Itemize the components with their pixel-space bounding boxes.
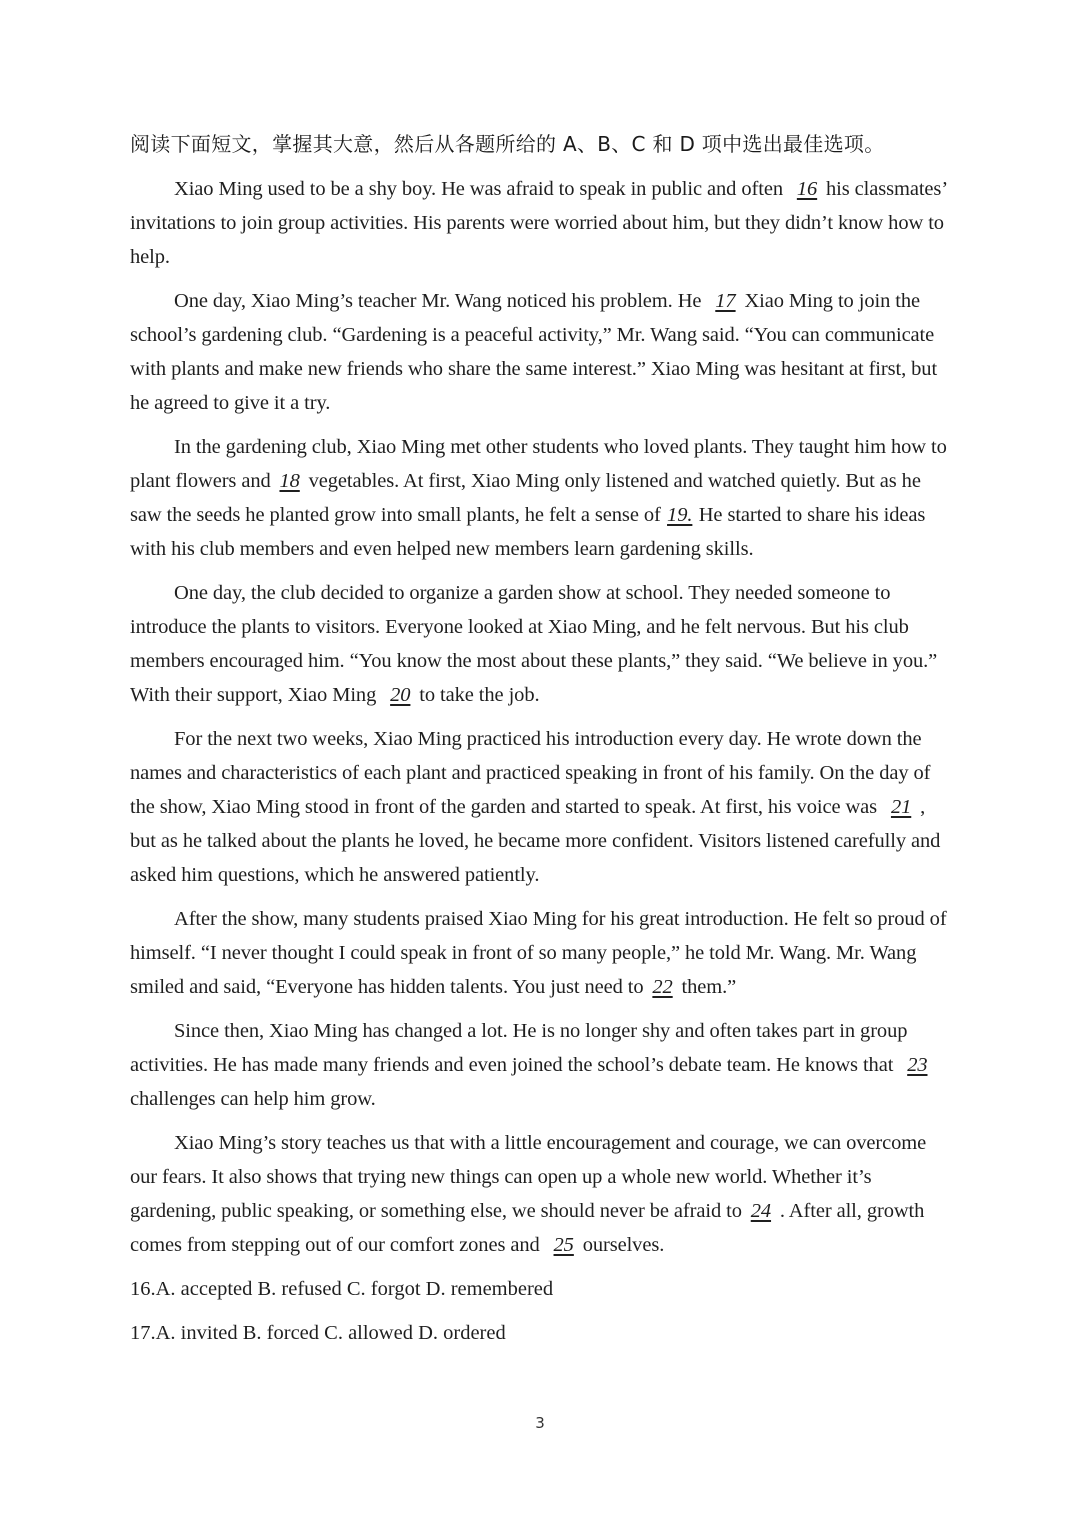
blank-23: 23 [907, 1054, 928, 1076]
text-segment: ourselves. [582, 1234, 665, 1256]
instruction-text: 阅读下面短文，掌握其大意，然后从各题所给的 A、B、C 和 D 项中选出最佳选项。 [130, 132, 885, 156]
paragraph-7 [130, 1014, 952, 1116]
question-16-options: 16.A. accepted B. refused C. forgot D. remembered [130, 1278, 554, 1300]
paragraph-1 [130, 172, 952, 274]
paragraph-4 [130, 576, 952, 712]
blank-17: 17 [715, 290, 736, 312]
paragraph-6 [130, 902, 952, 1004]
paragraph-2 [130, 284, 952, 420]
question-17-options: 17.A. invited B. forced C. allowed D. ordered [130, 1322, 506, 1344]
blank-24: 24 [750, 1200, 772, 1222]
text-segment: . After all, growth comes from stepping out of our comfort zones and [130, 1200, 925, 1256]
blank-21: 21 [890, 796, 912, 818]
text-segment: them.” [681, 976, 737, 998]
text-segment: Xiao Ming to join the school’s gardening club. “Gardening is a peaceful activity,” Mr. Wang said. “You can communicate with plants and make new friends who share the same interest.” Xiao Ming was hesitant at first, but he agreed to give it a try. [130, 290, 938, 414]
text-segment: his classmates’ invitations to join group activities. His parents were worried about him, but they didn’t know how to help. [130, 178, 947, 268]
blank-20: 20 [390, 684, 411, 706]
text-segment: One day, the club decided to organize a garden show at school. They needed someone to introduce the plants to visitors. Everyone looked at Xiao Ming, and he felt nervous. But his club members encouraged him. “You know the most about these plants,” they said. “We believe in you.” With their support, Xiao Ming [130, 582, 938, 706]
paragraph-3 [130, 430, 952, 566]
text-segment: , but as he talked about the plants he loved, he became more confident. Visitors listened carefully and asked him questions, which he answered patiently. [130, 796, 941, 886]
text-segment: to take the job. [419, 684, 540, 706]
blank-22: 22 [652, 976, 673, 998]
blank-16: 16 [796, 178, 818, 200]
text-segment: After the show, many students praised Xiao Ming for his great introduction. He felt so proud of himself. “I never thought I could speak in front of so many people,” he told Mr. Wang. Mr. Wang smiled and said, “Everyone has hidden talents. You just need to [130, 908, 947, 998]
text-segment: Xiao Ming used to be a shy boy. He was afraid to speak in public and often [174, 178, 788, 200]
text-segment: In the gardening club, Xiao Ming met other students who loved plants. They taught him how to plant flowers and [130, 436, 947, 492]
blank-19: 19. [667, 504, 693, 526]
paragraph-5 [130, 722, 952, 892]
text-segment: One day, Xiao Ming’s teacher Mr. Wang noticed his problem. He [174, 290, 707, 312]
blank-25: 25 [553, 1234, 574, 1256]
cloze-passage [130, 172, 952, 1360]
text-segment: For the next two weeks, Xiao Ming practiced his introduction every day. He wrote down the names and characteristics of each plant and practiced speaking in front of his family. On the day of the show, Xiao Ming stood in front of the garden and started to speak. At first, his voice was [130, 728, 931, 818]
text-segment: Xiao Ming’s story teaches us that with a little encouragement and courage, we can overcome our fears. It also shows that trying new things can open up a whole new world. Whether it’s gardening, public speaking, or something else, we should never be afraid to [130, 1132, 927, 1222]
page-number: 3 [535, 1414, 545, 1432]
text-segment: Since then, Xiao Ming has changed a lot. He is no longer shy and often takes part in group activities. He has made many friends and even joined the school’s debate team. He knows that [130, 1020, 908, 1076]
blank-18: 18 [279, 470, 300, 492]
text-segment: He started to share his ideas with his club members and even helped new members learn gardening skills. [130, 504, 926, 560]
text-segment: challenges can help him grow. [130, 1088, 376, 1110]
paragraph-8 [130, 1126, 952, 1262]
text-segment: vegetables. At first, Xiao Ming only listened and watched quietly. But as he saw the seeds he planted grow into small plants, he felt a sense of [130, 470, 921, 526]
